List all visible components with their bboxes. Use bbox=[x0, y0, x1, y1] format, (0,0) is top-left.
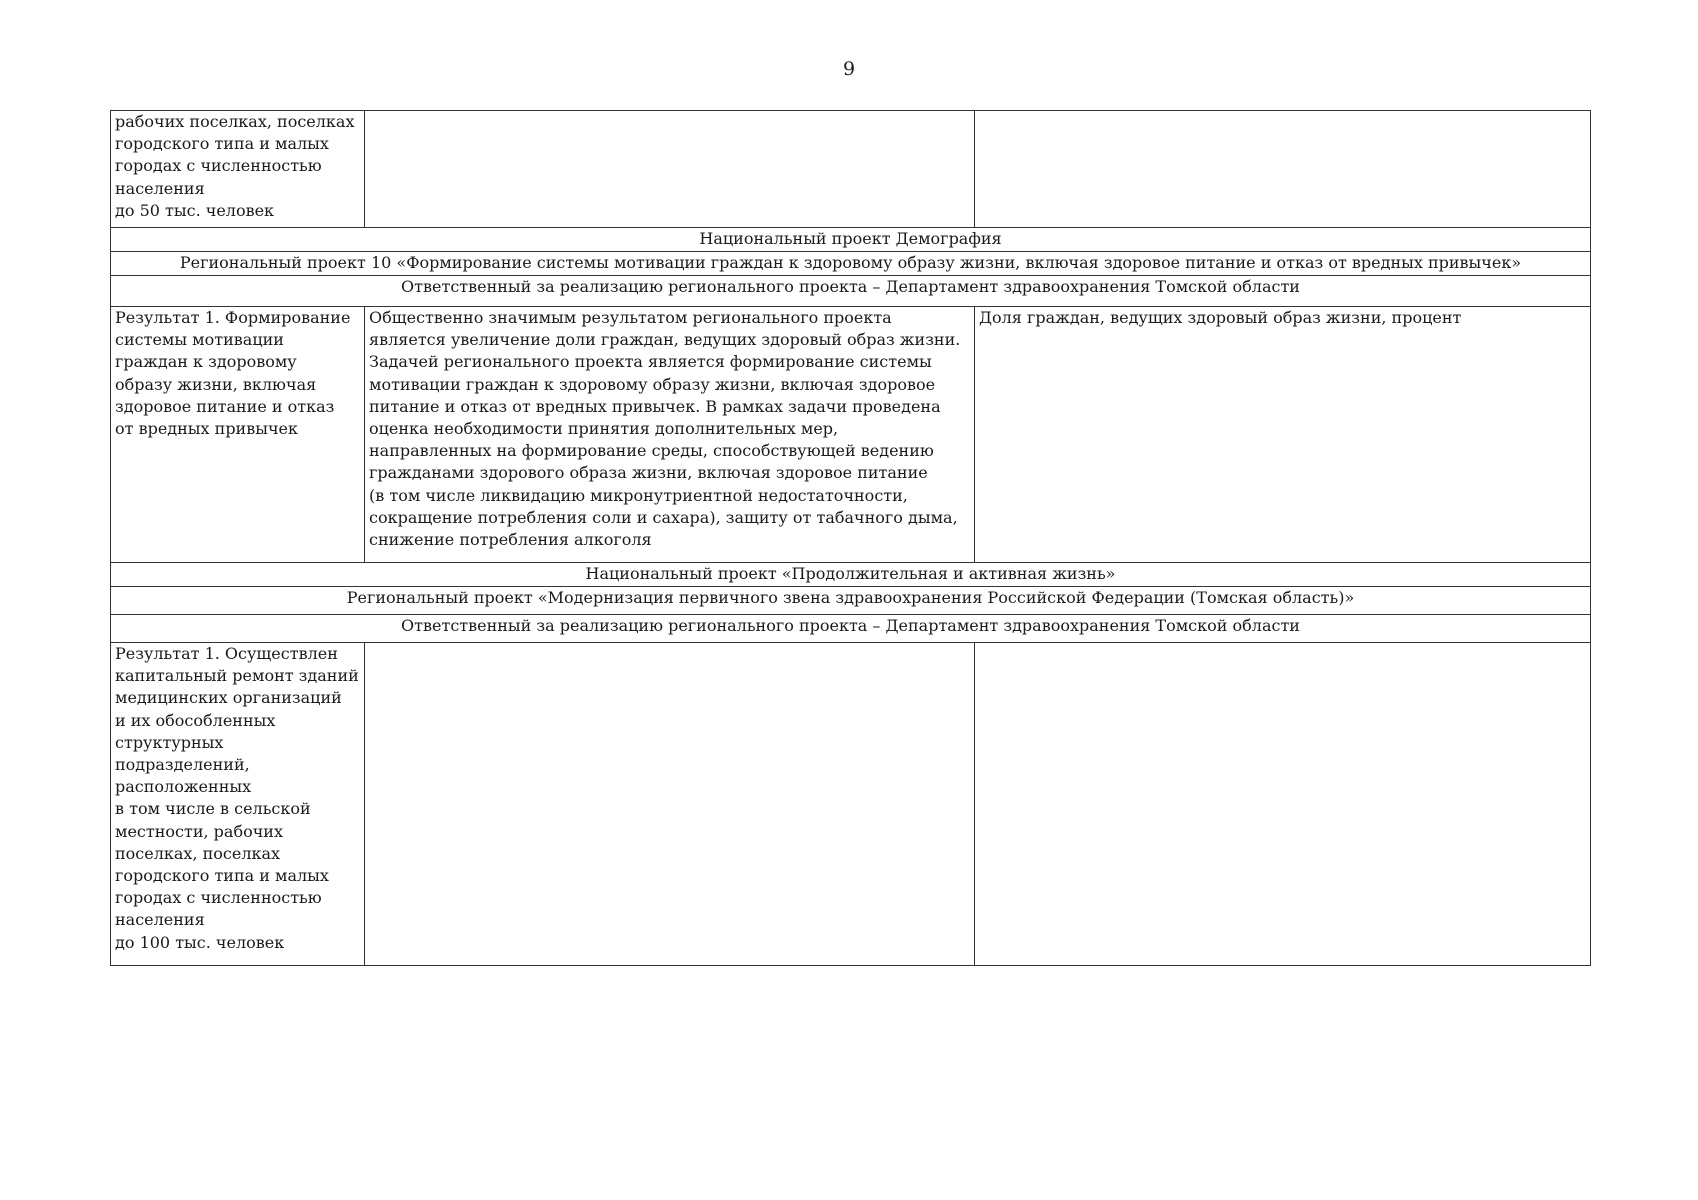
national-project-row bbox=[111, 563, 1591, 587]
responsible-heading: Ответственный за реализацию регионального проекта – Департамент здравоохранения Томской области bbox=[111, 615, 1591, 643]
result-description-cell bbox=[365, 643, 975, 966]
results-table bbox=[110, 110, 1591, 966]
table-row-continuation bbox=[111, 111, 1591, 228]
result-indicator-cell: Доля граждан, ведущих здоровый образ жизни, процент bbox=[975, 307, 1591, 563]
table-row-result bbox=[111, 307, 1591, 563]
regional-project-row bbox=[111, 252, 1591, 276]
responsible-heading: Ответственный за реализацию регионального проекта – Департамент здравоохранения Томской области bbox=[111, 276, 1591, 307]
page-number: 9 bbox=[842, 58, 856, 80]
national-project-heading: Национальный проект «Продолжительная и активная жизнь» bbox=[111, 563, 1591, 587]
regional-project-heading: Региональный проект «Модернизация первичного звена здравоохранения Российской Федерации (Томская область)» bbox=[111, 587, 1591, 615]
national-project-heading: Национальный проект Демография bbox=[111, 228, 1591, 252]
result-title-cell: Результат 1. Осуществлен капитальный ремонт зданий медицинских организаций и их обособленных структурных подразделений, расположенных в том числе в сельской местности, рабочих поселках, поселках городского типа и малых городах с численностью населения до 100 тыс. человек bbox=[111, 643, 365, 966]
national-project-row bbox=[111, 228, 1591, 252]
result-title-cell: Результат 1. Формирование системы мотивации граждан к здоровому образу жизни, включая здоровое питание и отказ от вредных привычек bbox=[111, 307, 365, 563]
regional-project-heading: Региональный проект 10 «Формирование системы мотивации граждан к здоровому образу жизни, включая здоровое питание и отказ от вредных привычек» bbox=[111, 252, 1591, 276]
continuation-description-cell bbox=[365, 111, 975, 228]
responsible-row bbox=[111, 615, 1591, 643]
result-indicator-cell bbox=[975, 643, 1591, 966]
result-description-cell: Общественно значимым результатом регионального проекта является увеличение доли граждан, ведущих здоровый образ жизни. Задачей регионального проекта является формирование системы мотивации граждан к здоровому образу жизни, включая здоровое питание и отказ от вредных привычек. В рамках задачи проведена оценка необходимости принятия дополнительных мер, направленных на формирование среды, способствующей ведению гражданами здорового образа жизни, включая здоровое питание (в том числе ликвидацию микронутриентной недостаточности, сокращение потребления соли и сахара), защиту от табачного дыма, снижение потребления алкоголя bbox=[365, 307, 975, 563]
continuation-result-cell: рабочих поселках, поселках городского типа и малых городах с численностью населения до 50 тыс. человек bbox=[111, 111, 365, 228]
continuation-indicator-cell bbox=[975, 111, 1591, 228]
table-row-result bbox=[111, 643, 1591, 966]
regional-project-row bbox=[111, 587, 1591, 615]
responsible-row bbox=[111, 276, 1591, 307]
